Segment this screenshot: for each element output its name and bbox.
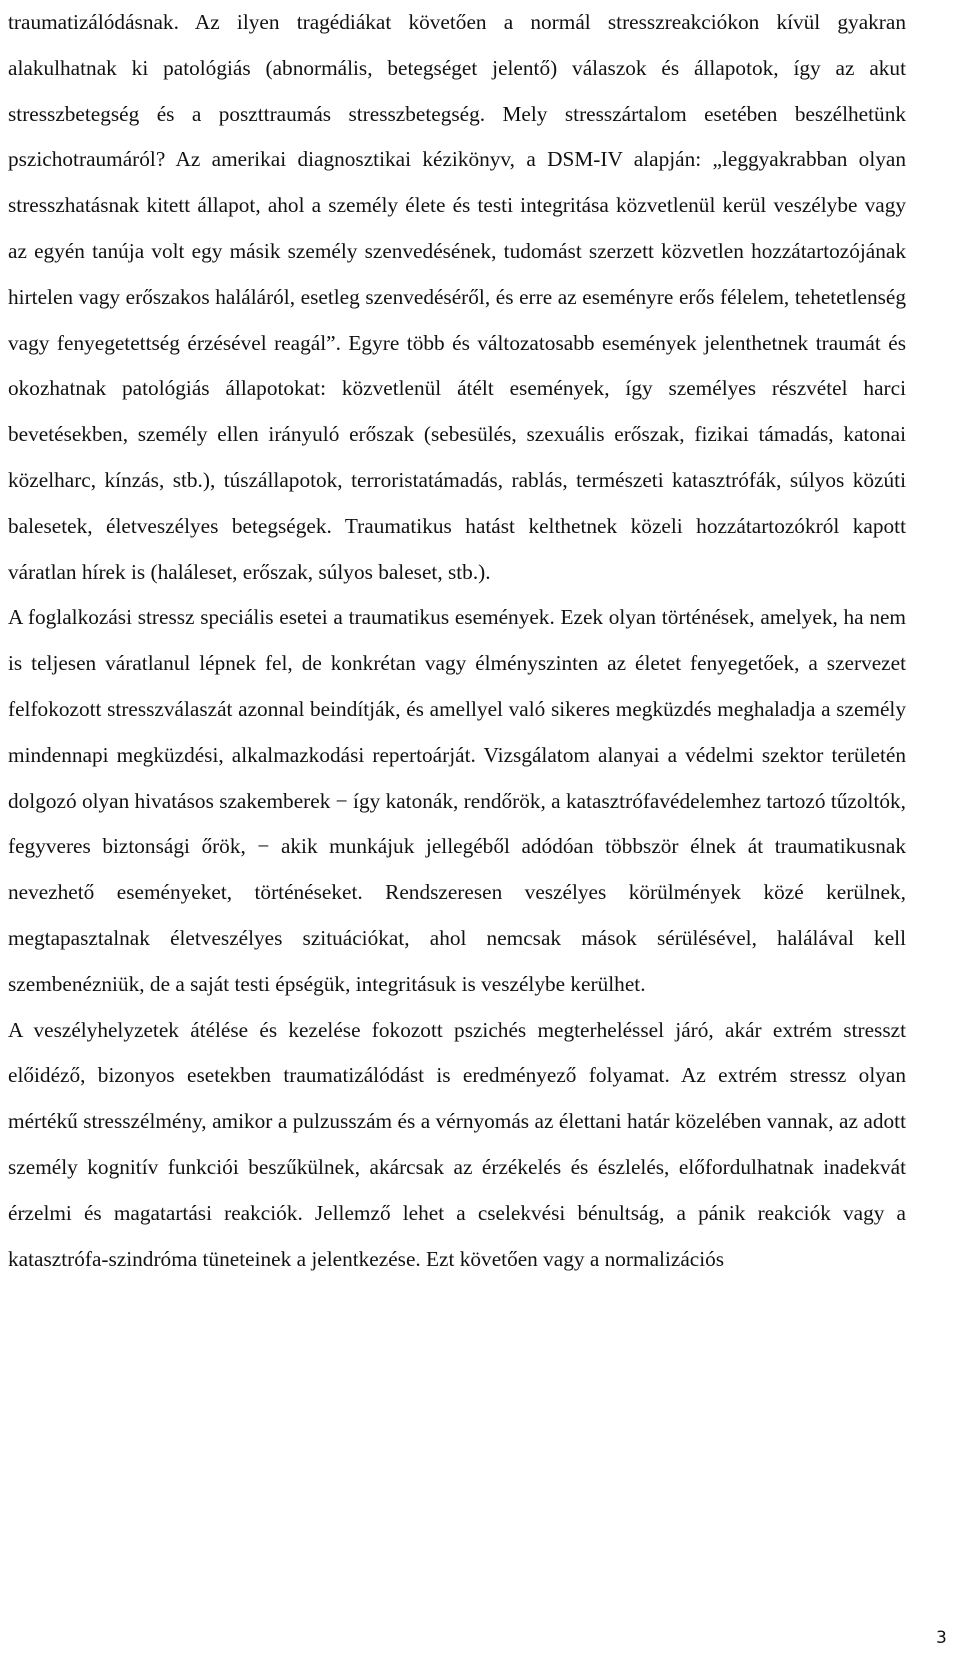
document-page bbox=[8, 0, 906, 1282]
paragraph-2: A foglalkozási stressz speciális esetei a traumatikus események. Ezek olyan történések, amelyek, ha nem is teljesen váratlanul lépnek fel, de konkrétan vagy élményszinten az életet fenyegetőek, a szervezet felfokozott stresszválaszát azonnal beindítják, és amellyel való sikeres megküzdés meghaladja a személy mindennapi megküzdési, alkalmazkodási repertoárját. Vizsgálatom alanyai a védelmi szektor területén dolgozó olyan hivatásos szakemberek − így katonák, rendőrök, a katasztrófavédelemhez tartozó tűzoltók, fegyveres biztonsági őrök, − akik munkájuk jellegéből adódóan többször élnek át traumatikusnak nevezhető eseményeket, történéseket. Rendszeresen veszélyes körülmények közé kerülnek, megtapasztalnak életveszélyes szituációkat, ahol nemcsak mások sérülésével, halálával kell szembenézniük, de a saját testi épségük, integritásuk is veszélybe kerülhet. bbox=[8, 605, 906, 996]
page-number: 3 bbox=[936, 1628, 947, 1648]
paragraph-1: traumatizálódásnak. Az ilyen tragédiákat követően a normál stresszreakciókon kívül gyakran alakulhatnak ki patológiás (abnormális, betegséget jelentő) válaszok és állapotok, így az akut stresszbetegség és a poszttraumás stresszbetegség. Mely stresszártalom esetében beszélhetünk pszichotraumáról? Az amerikai diagnosztikai kézikönyv, a DSM-IV alapján: „leggyakrabban olyan stresszhatásnak kitett állapot, ahol a személy élete és testi integritása közvetlenül kerül veszélybe vagy az egyén tanúja volt egy másik személy szenvedésének, tudomást szerzett közvetlen hozzátartozójának hirtelen vagy erőszakos haláláról, esetleg szenvedéséről, és erre az eseményre erős félelem, tehetetlenség vagy fenyegetettség érzésével reagál”. Egyre több és változatosabb események jelenthetnek traumát és okozhatnak patológiás állapotokat: közvetlenül átélt események, így személyes részvétel harci bevetésekben, személy ellen irányuló erőszak (sebesülés, szexuális erőszak, fizikai támadás, katonai közelharc, kínzás, stb.), túszállapotok, terroristatámadás, rablás, természeti katasztrófák, súlyos közúti balesetek, életveszélyes betegségek. Traumatikus hatást kelthetnek közeli hozzátartozókról kapott váratlan hírek is (haláleset, erőszak, súlyos baleset, stb.). bbox=[8, 10, 906, 584]
paragraph-3: A veszélyhelyzetek átélése és kezelése fokozott pszichés megterheléssel járó, akár extrém stresszt előidéző, bizonyos esetekben traumatizálódást is eredményező folyamat. Az extrém stressz olyan mértékű stresszélmény, amikor a pulzusszám és a vérnyomás az élettani határ közelében vannak, az adott személy kognitív funkciói beszűkülnek, akárcsak az érzékelés és észlelés, előfordulhatnak inadekvát érzelmi és magatartási reakciók. Jellemző lehet a cselekvési bénultság, a pánik reakciók vagy a katasztrófa-szindróma tüneteinek a jelentkezése. Ezt követően vagy a normalizációs bbox=[8, 1017, 906, 1271]
